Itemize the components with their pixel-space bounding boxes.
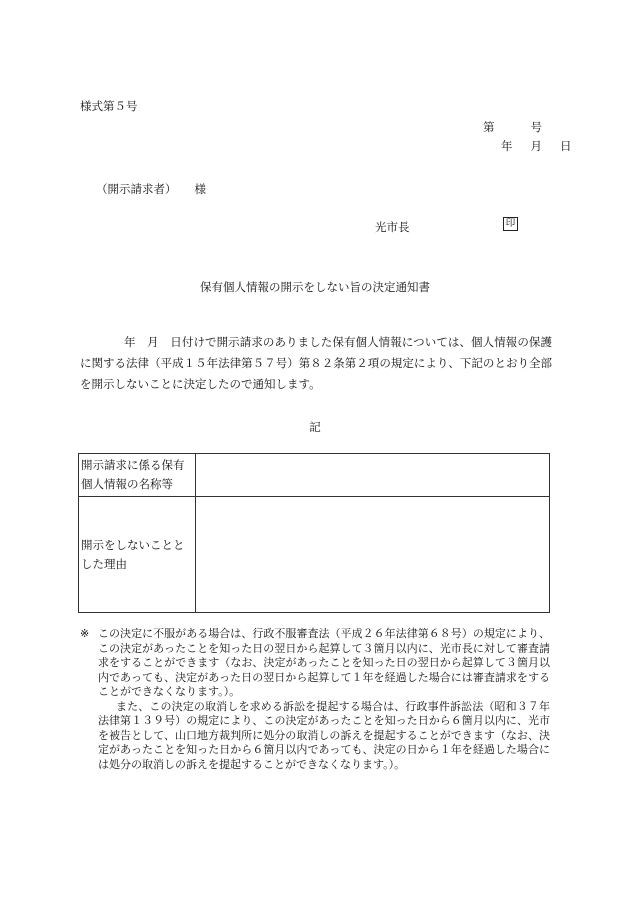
document-number-suffix: 号 [530, 120, 542, 134]
note-paragraph-2: また、この決定の取消しを求める訴訟を提起する場合は、行政事件訴訟法（昭和３７年法律第１３９号）の規定により、この決定があったことを知った日から６箇月以内に、光市を被告として、山口地方裁判所に処分の取消しの訴えを提起することができます（なお、決定があったことを知った日から６箇月以内であっても、決定の日から１年を経過した場合には処分の取消しの訴えを提起することができなくなります。）。 [98, 699, 550, 771]
date-month-label: 月 [530, 139, 542, 153]
info-name-value [196, 454, 550, 497]
ki-heading: 記 [309, 420, 321, 434]
table-row [79, 454, 550, 497]
info-table [78, 453, 550, 613]
addressee-name: （開示請求者） [96, 182, 177, 196]
notes [80, 627, 550, 772]
date-day-label: 日 [560, 139, 572, 153]
issuer-name: 光市長 [375, 220, 410, 234]
date-year-label: 年 [501, 139, 513, 153]
body-text [80, 332, 552, 395]
reason-label: 開示をしないこととした理由 [79, 497, 196, 613]
seal-box: 印 [503, 217, 518, 231]
reason-value [196, 497, 550, 613]
info-name-label: 開示請求に係る保有個人情報の名称等 [79, 454, 196, 497]
form-number: 様式第５号 [80, 99, 138, 113]
addressee [96, 181, 206, 197]
document-date [483, 138, 572, 154]
document-number-prefix: 第 [483, 120, 495, 134]
table-row [79, 497, 550, 613]
addressee-honorific: 様 [194, 182, 206, 196]
document-number [483, 119, 542, 135]
note-paragraph-1: この決定に不服がある場合は、行政不服審査法（平成２６年法律第６８号）の規定により、この決定があったことを知った日の翌日から起算して３箇月以内に、光市長に対して審査請求をすることができます（なお、決定があったことを知った日の翌日から起算して３箇月以内であっても、決定があった日の翌日から起算して１年を経過した場合には審査請求をすることができなくなります。）。 [98, 627, 550, 698]
document-title: 保有個人情報の開示をしない旨の決定通知書 [200, 280, 430, 294]
note-mark: ※ [80, 627, 90, 640]
body-paragraph: 年 月 日付けで開示請求のありました保有個人情報については、個人情報の保護に関する法律（平成１５年法律第５７号）第８２条第２項の規定により、下記のとおり全部を開示しないことに決定したので通知します。 [80, 335, 552, 391]
